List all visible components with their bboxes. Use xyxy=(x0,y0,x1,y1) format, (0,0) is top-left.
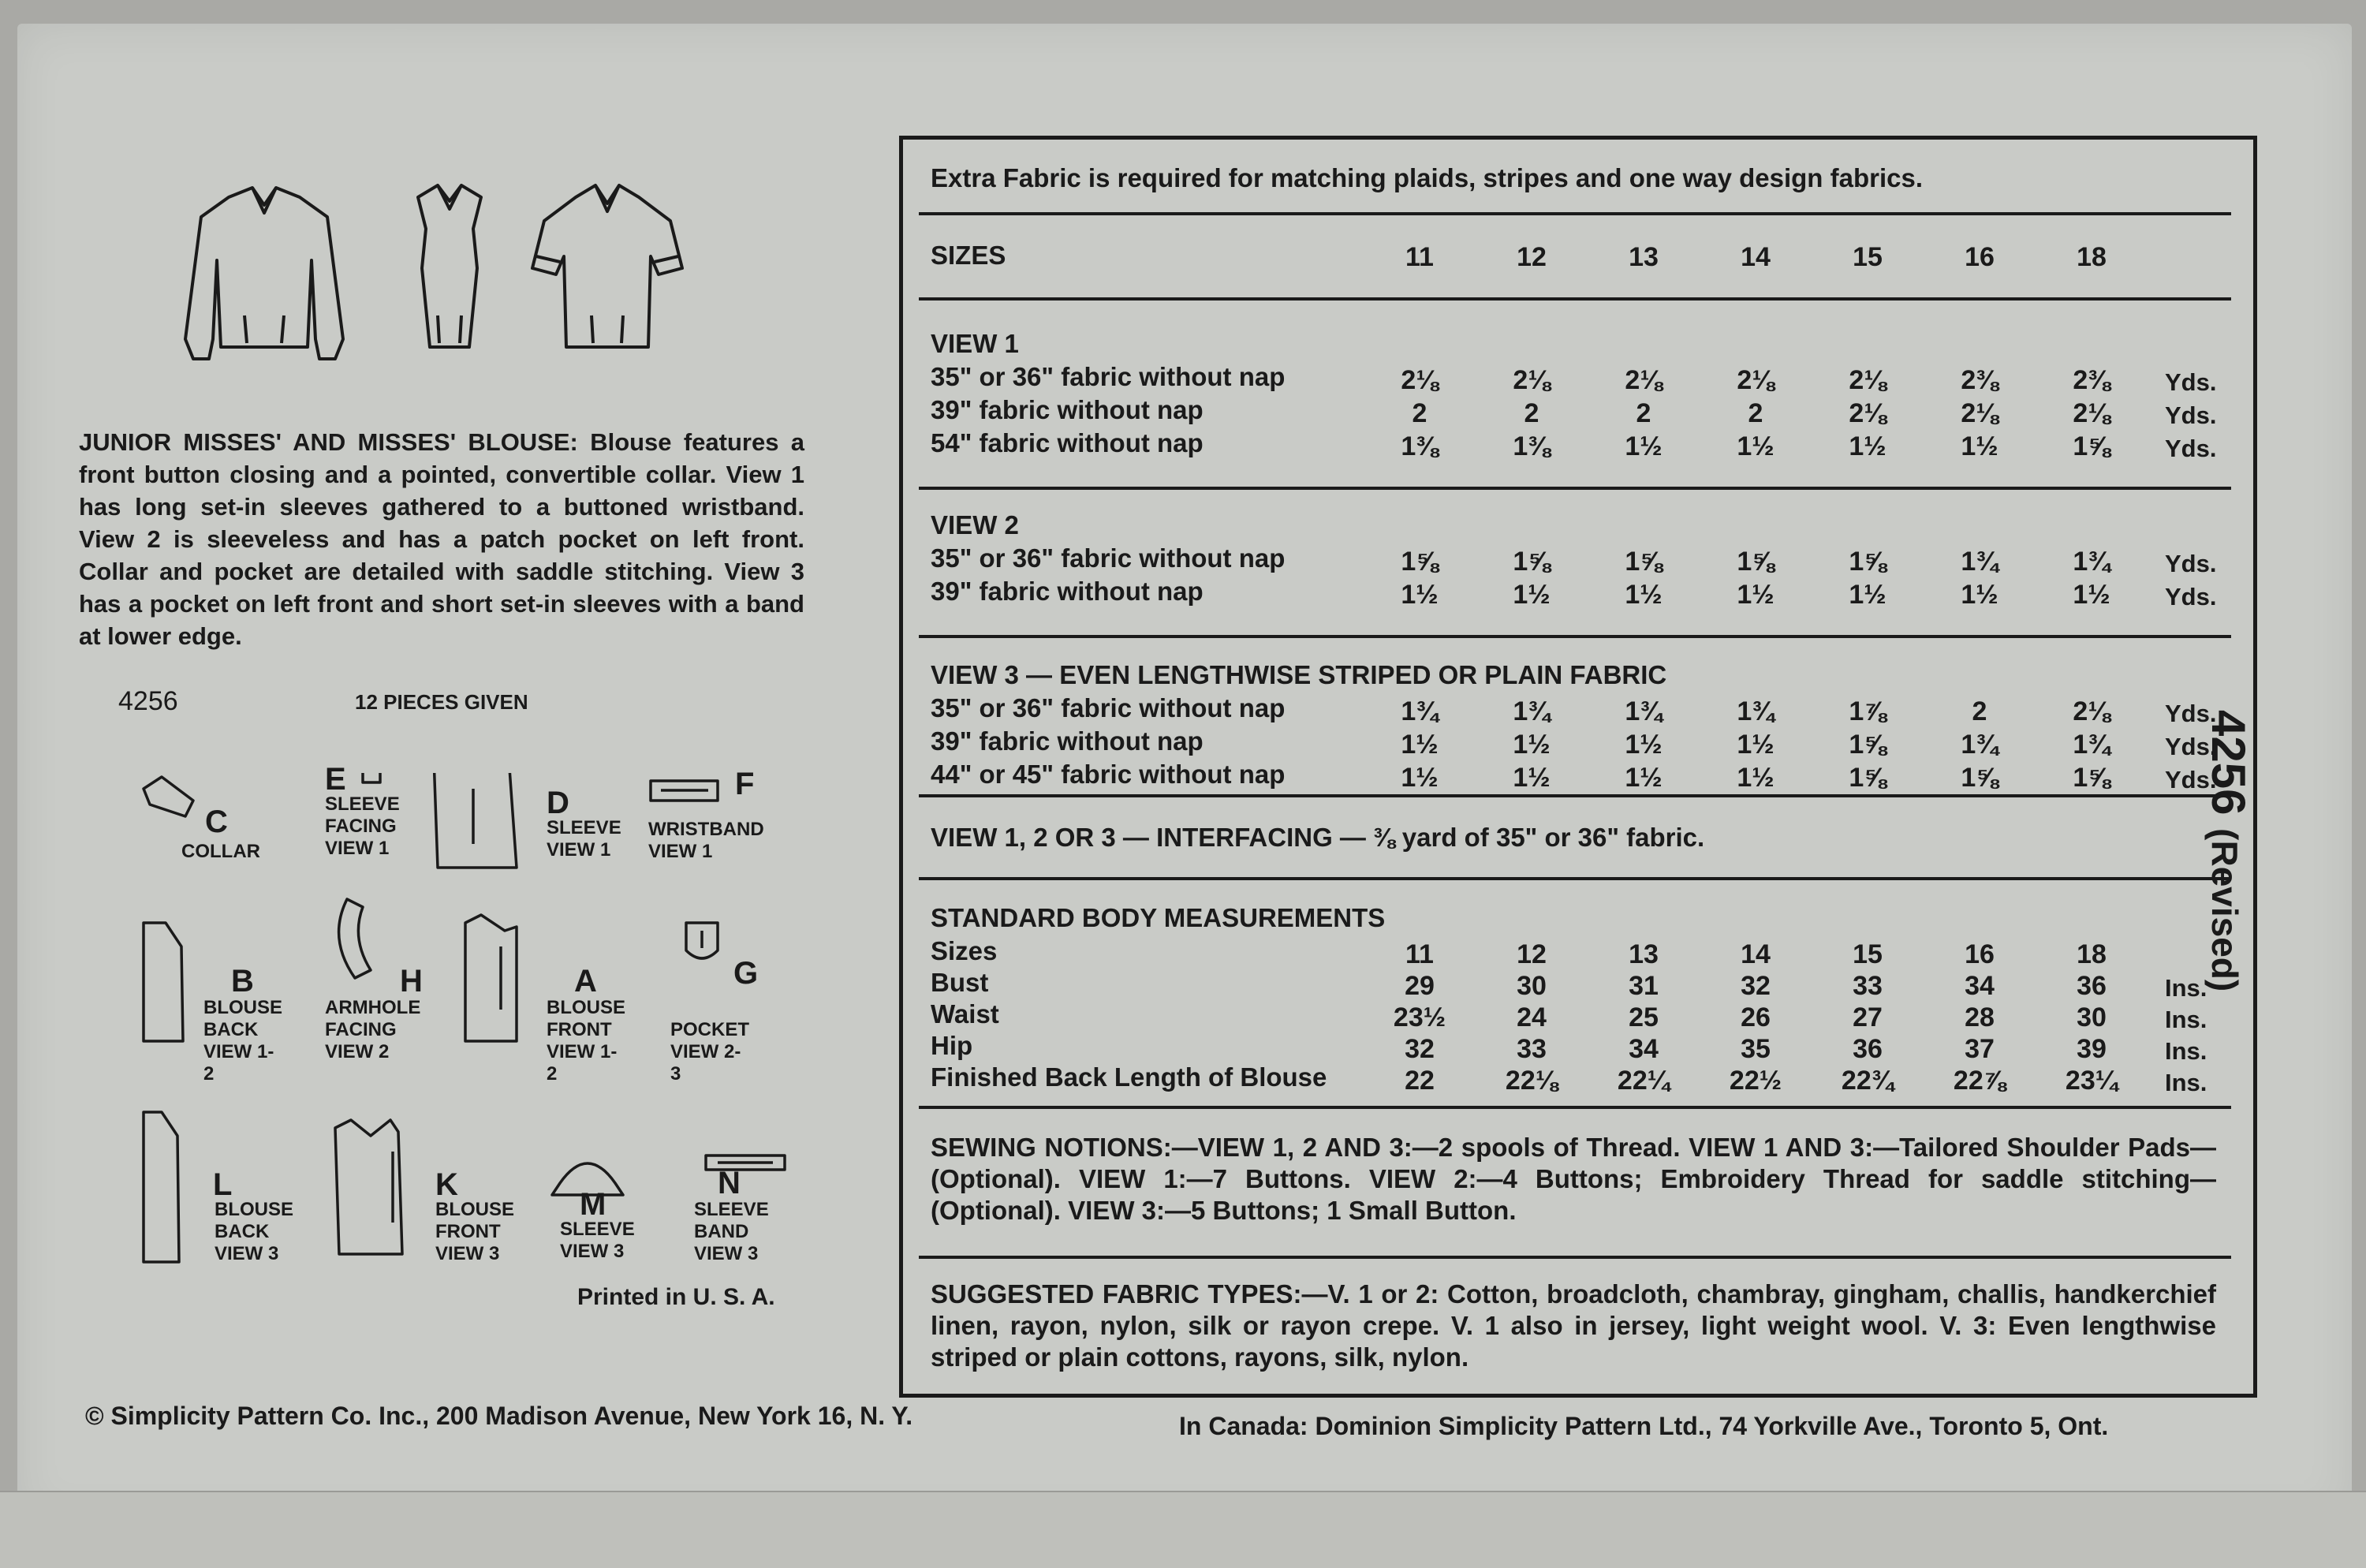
measurement-unit: Ins. xyxy=(2165,974,2207,1002)
measurement-cell: 22 xyxy=(1405,1066,1435,1096)
measurement-unit: Ins. xyxy=(2165,1037,2207,1065)
piece-letter: E xyxy=(325,762,346,797)
piece-label: BLOUSE BACK VIEW 3 xyxy=(215,1199,294,1264)
view1-cell: 1½ xyxy=(1737,431,1774,461)
piece-label: SLEEVE BAND VIEW 3 xyxy=(694,1199,769,1264)
view2-row-label: 35" or 36" fabric without nap xyxy=(931,543,1286,573)
view3-cell: 1½ xyxy=(1513,730,1551,760)
measurement-cell: 33 xyxy=(1853,971,1883,1001)
garment-view-sketches xyxy=(166,181,733,402)
view3-cell: 1⅝ xyxy=(2073,763,2110,793)
side-revised: (Revised) xyxy=(2204,828,2245,992)
measurement-cell: 15 xyxy=(1853,939,1883,969)
piece-label: COLLAR xyxy=(181,841,260,862)
view1-cell: 2⅜ xyxy=(2073,365,2110,395)
pattern-number: 4256 xyxy=(118,686,178,716)
piece-letter: L xyxy=(213,1167,233,1202)
view1-cell: 2⅛ xyxy=(1625,365,1663,395)
measurement-cell: 12 xyxy=(1517,939,1547,969)
pieces-given: 12 PIECES GIVEN xyxy=(355,690,528,714)
piece-label: BLOUSE BACK VIEW 1-2 xyxy=(203,997,283,1085)
view1-cell: 1½ xyxy=(1625,431,1663,461)
view2-cell: 1⅝ xyxy=(1849,547,1886,577)
view1-cell: 2⅛ xyxy=(1961,398,1998,428)
view2-cell: 1½ xyxy=(1401,580,1439,610)
view2-row-label: 39" fabric without nap xyxy=(931,577,1204,606)
size-header-12: 12 xyxy=(1517,242,1547,272)
measurement-cell: 16 xyxy=(1965,939,1995,969)
measurement-cell: 32 xyxy=(1741,971,1771,1001)
view3-cell: 1¾ xyxy=(1513,696,1551,726)
interfacing-line: VIEW 1, 2 OR 3 — INTERFACING — ⅜ yard of 35" or 36" fabric. xyxy=(931,823,1705,852)
view1-cell: 2⅛ xyxy=(2073,398,2110,428)
measurement-cell: 39 xyxy=(2077,1034,2107,1064)
view2-cell: 1½ xyxy=(1849,580,1886,610)
view1-cell: 2 xyxy=(1636,398,1651,428)
divider xyxy=(919,635,2231,638)
divider xyxy=(919,1256,2231,1259)
measurement-label: Sizes xyxy=(931,936,998,965)
size-header-16: 16 xyxy=(1965,242,1995,272)
measurement-cell: 14 xyxy=(1741,939,1771,969)
view1-cell: 2⅛ xyxy=(1401,365,1439,395)
measurement-unit: Ins. xyxy=(2165,1069,2207,1096)
measurement-label: Waist xyxy=(931,999,999,1029)
measurement-cell: 30 xyxy=(2077,1002,2107,1032)
view1-unit: Yds. xyxy=(2165,368,2217,396)
view2-cell: 1½ xyxy=(1737,580,1774,610)
divider xyxy=(919,487,2231,490)
measurement-cell: 13 xyxy=(1629,939,1659,969)
view3-cell: 1¾ xyxy=(1625,696,1663,726)
view1-row-label: 35" or 36" fabric without nap xyxy=(931,362,1286,391)
view3-row-label: 35" or 36" fabric without nap xyxy=(931,693,1286,722)
canada-address: In Canada: Dominion Simplicity Pattern Ltd., 74 Yorkville Ave., Toronto 5, Ont. xyxy=(1179,1412,2109,1440)
sewing-notions: SEWING NOTIONS:—VIEW 1, 2 AND 3:—2 spools of Thread. VIEW 1 AND 3:—Tailored Shoulder Pads—(Optional). VIEW 1:—7 Buttons. VIEW 2:—4 Buttons; Embroidery Thread for saddle stitching—(Optional). VIEW 3:—5 Buttons; 1 Small Button. xyxy=(931,1133,2216,1225)
piece-letter: M xyxy=(580,1187,606,1222)
size-header-14: 14 xyxy=(1741,242,1771,272)
measurement-cell: 37 xyxy=(1965,1034,1995,1064)
view1-row-label: 39" fabric without nap xyxy=(931,395,1204,424)
measurement-cell: 26 xyxy=(1741,1002,1771,1032)
view3-unit: Yds. xyxy=(2165,766,2217,793)
view1-cell: 2⅜ xyxy=(1961,365,1998,395)
piece-letter: A xyxy=(574,964,597,999)
view3-cell: 1⅝ xyxy=(1849,730,1886,760)
piece-letter: B xyxy=(231,964,254,999)
measurement-cell: 23¼ xyxy=(2065,1066,2118,1096)
printed-in-usa: Printed in U. S. A. xyxy=(577,1284,775,1310)
measurement-cell: 22¾ xyxy=(1841,1066,1894,1096)
measurement-cell: 24 xyxy=(1517,1002,1547,1032)
view3-cell: 1⅞ xyxy=(1849,696,1886,726)
piece-label: BLOUSE FRONT VIEW 3 xyxy=(435,1199,515,1264)
side-number: 4256 xyxy=(2202,710,2255,816)
measurement-cell: 33 xyxy=(1517,1034,1547,1064)
view2-cell: 1⅝ xyxy=(1625,547,1663,577)
size-header-15: 15 xyxy=(1853,242,1883,272)
garment-description xyxy=(79,426,804,652)
copyright-line: © Simplicity Pattern Co. Inc., 200 Madison Avenue, New York 16, N. Y. xyxy=(85,1402,913,1430)
piece-letter: F xyxy=(735,767,755,801)
piece-label: SLEEVE VIEW 1 xyxy=(547,817,621,861)
view2-title: VIEW 2 xyxy=(931,510,1019,539)
piece-label: ARMHOLE FACING VIEW 2 xyxy=(325,997,421,1062)
view3-row-label: 39" fabric without nap xyxy=(931,726,1204,756)
measurement-cell: 35 xyxy=(1741,1034,1771,1064)
view1-title: VIEW 1 xyxy=(931,329,1019,358)
measurement-label: Finished Back Length of Blouse xyxy=(931,1062,1327,1092)
measurement-cell: 32 xyxy=(1405,1034,1435,1064)
view1-cell: 2⅛ xyxy=(1849,398,1886,428)
view2-cell: 1⅝ xyxy=(1737,547,1774,577)
measurement-cell: 22⅞ xyxy=(1953,1066,2006,1096)
view1-unit: Yds. xyxy=(2165,401,2217,429)
piece-letter: N xyxy=(718,1166,741,1200)
piece-label: SLEEVE VIEW 3 xyxy=(560,1219,635,1262)
view3-cell: 1¾ xyxy=(1961,730,1998,760)
divider xyxy=(919,297,2231,301)
view2-cell: 1½ xyxy=(1961,580,1998,610)
view1-cell: 1½ xyxy=(1849,431,1886,461)
side-pattern-number xyxy=(2201,710,2256,991)
measurement-cell: 25 xyxy=(1629,1002,1659,1032)
view2-unit: Yds. xyxy=(2165,583,2217,610)
view1-cell: 2 xyxy=(1748,398,1763,428)
measurement-label: Bust xyxy=(931,968,989,997)
view1-cell: 1⅜ xyxy=(1401,431,1439,461)
piece-letter: C xyxy=(205,805,228,839)
view3-cell: 1⅝ xyxy=(1849,763,1886,793)
view1-cell: 1½ xyxy=(1961,431,1998,461)
piece-label: WRISTBAND VIEW 1 xyxy=(648,819,764,862)
view2-cell: 1½ xyxy=(2073,580,2110,610)
piece-label: SLEEVE FACING VIEW 1 xyxy=(325,793,400,859)
view3-unit: Yds. xyxy=(2165,733,2217,760)
view1-cell: 2 xyxy=(1524,398,1539,428)
measurement-cell: 11 xyxy=(1405,939,1434,969)
divider xyxy=(919,1106,2231,1109)
view1-cell: 2⅛ xyxy=(1737,365,1774,395)
view2-cell: 1½ xyxy=(1513,580,1551,610)
view3-cell: 1½ xyxy=(1401,763,1439,793)
measurement-cell: 28 xyxy=(1965,1002,1995,1032)
measurement-cell: 34 xyxy=(1965,971,1995,1001)
view1-cell: 2⅛ xyxy=(1849,365,1886,395)
size-header-18: 18 xyxy=(2077,242,2107,272)
measurement-cell: 36 xyxy=(2077,971,2107,1001)
view3-unit: Yds. xyxy=(2165,700,2217,727)
view3-cell: 1¾ xyxy=(1737,696,1774,726)
view2-cell: 1¾ xyxy=(1961,547,1998,577)
measurement-cell: 36 xyxy=(1853,1034,1883,1064)
measurement-cell: 34 xyxy=(1629,1034,1659,1064)
view3-cell: 1½ xyxy=(1401,730,1439,760)
view2-unit: Yds. xyxy=(2165,550,2217,577)
measurement-cell: 29 xyxy=(1405,971,1435,1001)
piece-letter: D xyxy=(547,786,569,820)
view3-cell: 1¾ xyxy=(1401,696,1439,726)
view3-cell: 1½ xyxy=(1737,763,1774,793)
divider xyxy=(919,794,2231,797)
measurement-cell: 27 xyxy=(1853,1002,1883,1032)
divider xyxy=(919,877,2231,880)
extra-fabric-note: Extra Fabric is required for matching plaids, stripes and one way design fabrics. xyxy=(931,163,1924,192)
view3-title: VIEW 3 — EVEN LENGTHWISE STRIPED OR PLAIN FABRIC xyxy=(931,660,1667,689)
measurement-cell: 22⅛ xyxy=(1505,1066,1558,1096)
measurement-cell: 22¼ xyxy=(1617,1066,1670,1096)
view3-cell: 1½ xyxy=(1513,763,1551,793)
measurement-label: Hip xyxy=(931,1031,973,1060)
piece-label: POCKET VIEW 2-3 xyxy=(670,1019,750,1085)
collar-piece-shape xyxy=(144,777,193,816)
yardage-chart xyxy=(899,136,2257,1398)
measurements-title: STANDARD BODY MEASUREMENTS xyxy=(931,903,1386,932)
measurement-cell: 30 xyxy=(1517,971,1547,1001)
piece-letter: G xyxy=(733,956,759,991)
piece-label: BLOUSE FRONT VIEW 1-2 xyxy=(547,997,626,1085)
view1-cell: 1⅝ xyxy=(2073,431,2110,461)
description-title: JUNIOR MISSES' AND MISSES' BLOUSE: xyxy=(79,428,578,456)
measurement-cell: 22½ xyxy=(1729,1066,1782,1096)
view3-cell: 1½ xyxy=(1625,763,1663,793)
size-header-13: 13 xyxy=(1629,242,1659,272)
view3-cell: 2 xyxy=(1972,696,1987,726)
view2-cell: 1⅝ xyxy=(1401,547,1439,577)
piece-letter: H xyxy=(400,964,423,999)
view3-cell: 2⅛ xyxy=(2073,696,2110,726)
view3-row-label: 44" or 45" fabric without nap xyxy=(931,760,1286,789)
description-body: Blouse features a front button closing and a pointed, convertible collar. View 1 has long set-in sleeves gathered to a buttoned wristband. View 2 is sleeveless and has a patch pocket on left front. Collar and pocket are detailed with saddle stitching. View 3 has a pocket on left front and short set-in sleeves with a band at lower edge. xyxy=(79,428,804,650)
measurement-cell: 23½ xyxy=(1393,1002,1446,1032)
measurement-cell: 31 xyxy=(1629,971,1659,1001)
view3-cell: 1½ xyxy=(1625,730,1663,760)
divider xyxy=(919,212,2231,215)
view2-cell: 1⅝ xyxy=(1513,547,1551,577)
measurement-cell: 18 xyxy=(2077,939,2107,969)
view3-cell: 1½ xyxy=(1737,730,1774,760)
view1-cell: 2⅛ xyxy=(1513,365,1551,395)
sizes-label: SIZES xyxy=(931,241,1006,270)
view1-cell: 1⅜ xyxy=(1513,431,1551,461)
suggested-fabric-types: SUGGESTED FABRIC TYPES:—V. 1 or 2: Cotton, broadcloth, chambray, gingham, challis, handkerchief linen, rayon, nylon, silk or rayon crepe. V. 1 also in jersey, light weight wool. V. 3: Even lengthwise striped or plain cottons, rayons, silk, nylon. xyxy=(931,1279,2216,1372)
size-header-11: 11 xyxy=(1405,242,1434,272)
envelope-flap xyxy=(0,1491,2366,1568)
view1-unit: Yds. xyxy=(2165,435,2217,462)
view2-cell: 1¾ xyxy=(2073,547,2110,577)
piece-letter: K xyxy=(435,1167,458,1202)
view2-cell: 1½ xyxy=(1625,580,1663,610)
view1-row-label: 54" fabric without nap xyxy=(931,428,1204,457)
measurement-unit: Ins. xyxy=(2165,1006,2207,1033)
view3-cell: 1¾ xyxy=(2073,730,2110,760)
view1-cell: 2 xyxy=(1412,398,1427,428)
view3-cell: 1⅝ xyxy=(1961,763,1998,793)
